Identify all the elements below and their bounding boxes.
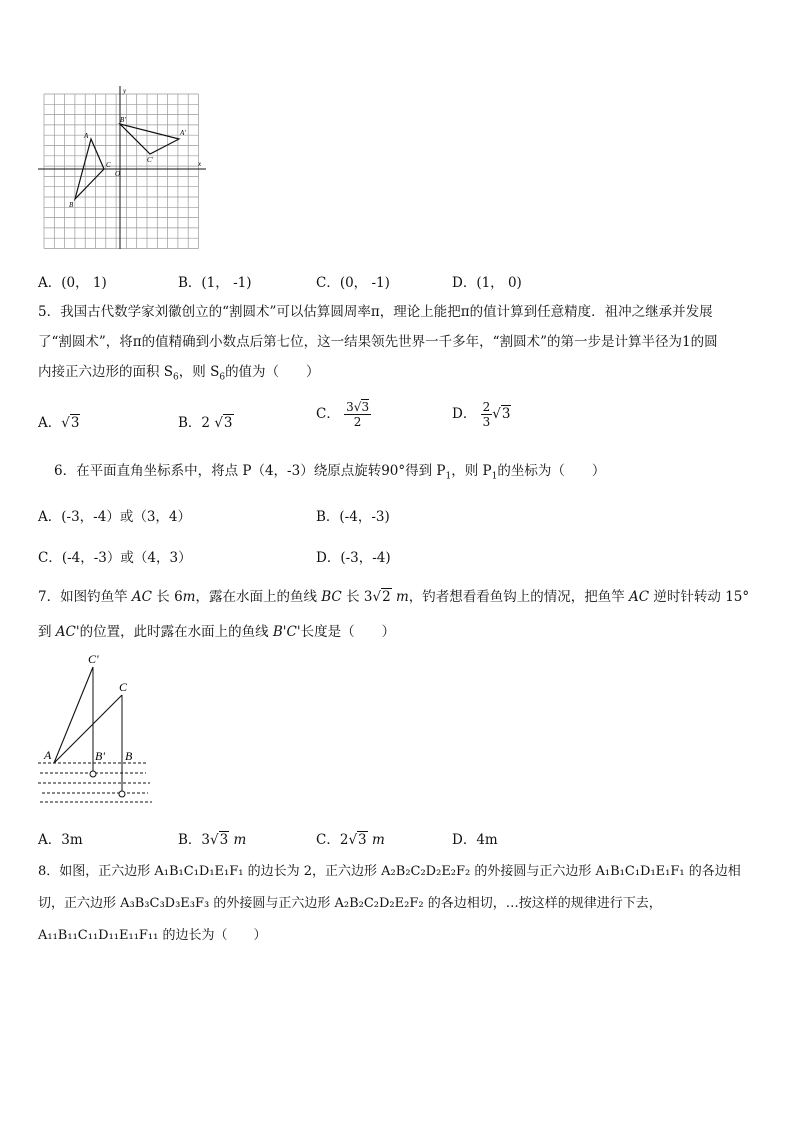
label-b: B (69, 201, 74, 209)
rod-ac-prime (54, 667, 93, 763)
triangle-a1b1c1 (120, 124, 179, 154)
q5-line-1: 5．我国古代数学家刘徽创立的“割圆术”可以估算圆周率π，理论上能把π的值计算到任意精度．祖冲之继承并发展 (38, 304, 713, 320)
label-a-prime: A' (180, 129, 186, 137)
q4-option-b[interactable]: B．(1， -1) (178, 275, 252, 291)
label-a: A (84, 132, 89, 140)
q8-line-1: 8．如图，正六边形 A₁B₁C₁D₁E₁F₁ 的边长为 2，正六边形 A₂B₂C₂D₂E₂F₂ 的外接圆与正六边形 A₁B₁C₁D₁E₁F₁ 的各边相 (38, 864, 741, 879)
fig-label-b-prime: B' (95, 749, 105, 763)
fig-label-c-prime: C' (88, 652, 99, 666)
q4-option-c[interactable]: C．(0， -1) (316, 275, 390, 291)
q5-option-c[interactable]: C． $\frac{3√3}{2}$ (316, 400, 370, 429)
label-c-prime: C' (147, 156, 154, 164)
q5-line-3: 内接正六边形的面积 $S_6$，则 $S_6$的值为（ ） (38, 364, 320, 383)
q7-option-b[interactable]: B．3√3 m (178, 832, 247, 848)
q7-option-c[interactable]: C．2√3 m (316, 832, 385, 848)
q5-option-b[interactable]: B．2 √3 (178, 415, 233, 431)
origin-label: O (115, 170, 121, 178)
q7-line-1: 7．如图钓鱼竿 AC 长 6m，露在水面上的鱼线 BC 长 3√2 m，钓者想看看鱼钩上的情况，把鱼竿 AC 逆时针转动 15° (38, 589, 750, 605)
q4-option-d[interactable]: D．(1， 0) (452, 275, 522, 291)
q7-option-a[interactable]: A．3m (38, 832, 83, 848)
q8-line-2: 切，正六边形 A₃B₃C₃D₃E₃F₃ 的外接圆与正六边形 A₂B₂C₂D₂E₂F₂ 的各边相切，…按这样的规律进行下去， (38, 896, 662, 911)
q6-option-b[interactable]: B．(-4，-3) (316, 509, 390, 525)
y-axis-label: y (123, 87, 127, 95)
fishing-rod-figure (36, 650, 160, 808)
q4-option-a[interactable]: A．(0， 1) (38, 275, 107, 291)
q7-line-2: 到 AC'的位置，此时露在水面上的鱼线 B'C'长度是（ ） (38, 624, 396, 640)
x-axis-label: x (198, 160, 202, 168)
q6-stem: 6．在平面直角坐标系中，将点 P（4，-3）绕原点旋转90°得到 $P_1$，则 $P_1$的坐标为（ ） (54, 463, 606, 482)
q7-option-d[interactable]: D．4m (452, 832, 498, 848)
fig-label-a: A (44, 748, 52, 762)
q8-line-3: A₁₁B₁₁C₁₁D₁₁E₁₁F₁₁ 的边长为（ ） (38, 928, 267, 943)
coordinate-grid-figure (38, 86, 210, 250)
q5-line-2: 了“割圆术”，将π的值精确到小数点后第七位，这一结果领先世界一千多年，“割圆术”的第一步是计算半径为1的圆 (38, 334, 718, 350)
q6-option-a[interactable]: A．(-3，-4）或（3，4） (38, 509, 191, 525)
label-c: C (106, 161, 111, 169)
fig-label-b: B (125, 749, 133, 763)
fig-label-c: C (119, 680, 128, 694)
rod-ac (54, 695, 122, 763)
label-b-prime: B' (120, 116, 126, 124)
q6-option-c[interactable]: C．(-4，-3）或（4，3） (38, 550, 192, 566)
q5-option-a[interactable]: A．√3 (38, 415, 80, 431)
hook-b (119, 791, 125, 797)
q5-option-d[interactable]: D． $\frac{2}{3}$ √3 (452, 400, 511, 429)
hook-b-prime (90, 771, 96, 777)
q6-option-d[interactable]: D．(-3，-4) (316, 550, 391, 566)
